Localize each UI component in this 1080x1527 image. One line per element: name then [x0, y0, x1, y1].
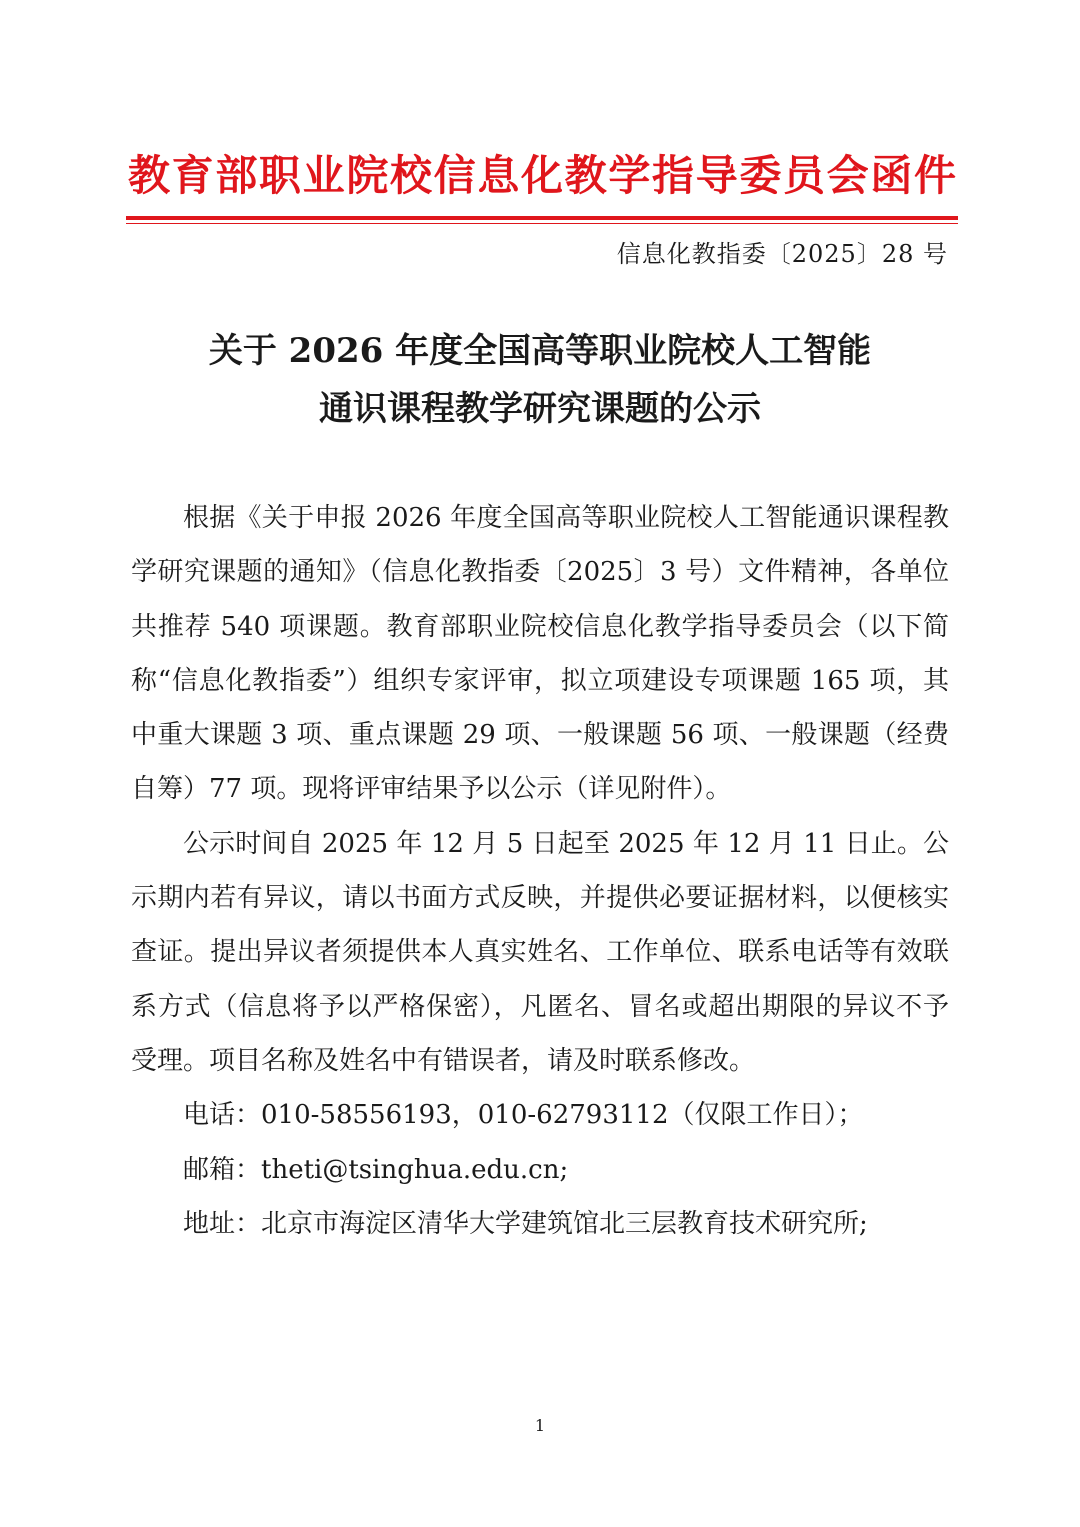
- contact-phone: 电话：010-58556193，010-62793112（仅限工作日）；: [183, 1100, 864, 1131]
- document-title: [100, 322, 980, 438]
- contact-email: 邮箱：theti@tsinghua.edu.cn;: [183, 1154, 569, 1185]
- title-line-1: 关于 2026 年度全国高等职业院校人工智能: [208, 331, 872, 371]
- document-number: 信息化教指委〔2025〕28 号: [616, 240, 948, 268]
- document-body: [131, 491, 949, 1251]
- masthead-rule-thin: [126, 223, 958, 224]
- title-line-2: 通识课程教学研究课题的公示: [319, 389, 761, 429]
- masthead-title: 教育部职业院校信息化教学指导委员会函件: [128, 151, 956, 200]
- body-paragraph-1: 根据《关于申报 2026 年度全国高等职业院校人工智能通识课程教学研究课题的通知》（信息化教指委〔2025〕3 号）文件精神，各单位共推荐 540 项课题。教育部职业院校信息化教学指导委员会（以下简称“信息化教指委”）组织专家评审，拟立项建设专项课题 165 项，其中重大课题 3 项、重点课题 29 项、一般课题 56 项、一般课题（经费自筹）77 项。现将评审结果予以公示（详见附件）。: [131, 503, 949, 805]
- contact-address: 地址：北京市海淀区清华大学建筑馆北三层教育技术研究所;: [183, 1208, 868, 1239]
- body-paragraph-2: 公示时间自 2025 年 12 月 5 日起至 2025 年 12 月 11 日止。公示期内若有异议，请以书面方式反映，并提供必要证据材料，以便核实查证。提出异议者须提供本人真实姓名、工作单位、联系电话等有效联系方式（信息将予以严格保密），凡匿名、冒名或超出期限的异议不予受理。项目名称及姓名中有错误者，请及时联系修改。: [131, 828, 949, 1076]
- masthead-rule-thick: [126, 216, 958, 220]
- page-number: 1: [534, 1416, 546, 1435]
